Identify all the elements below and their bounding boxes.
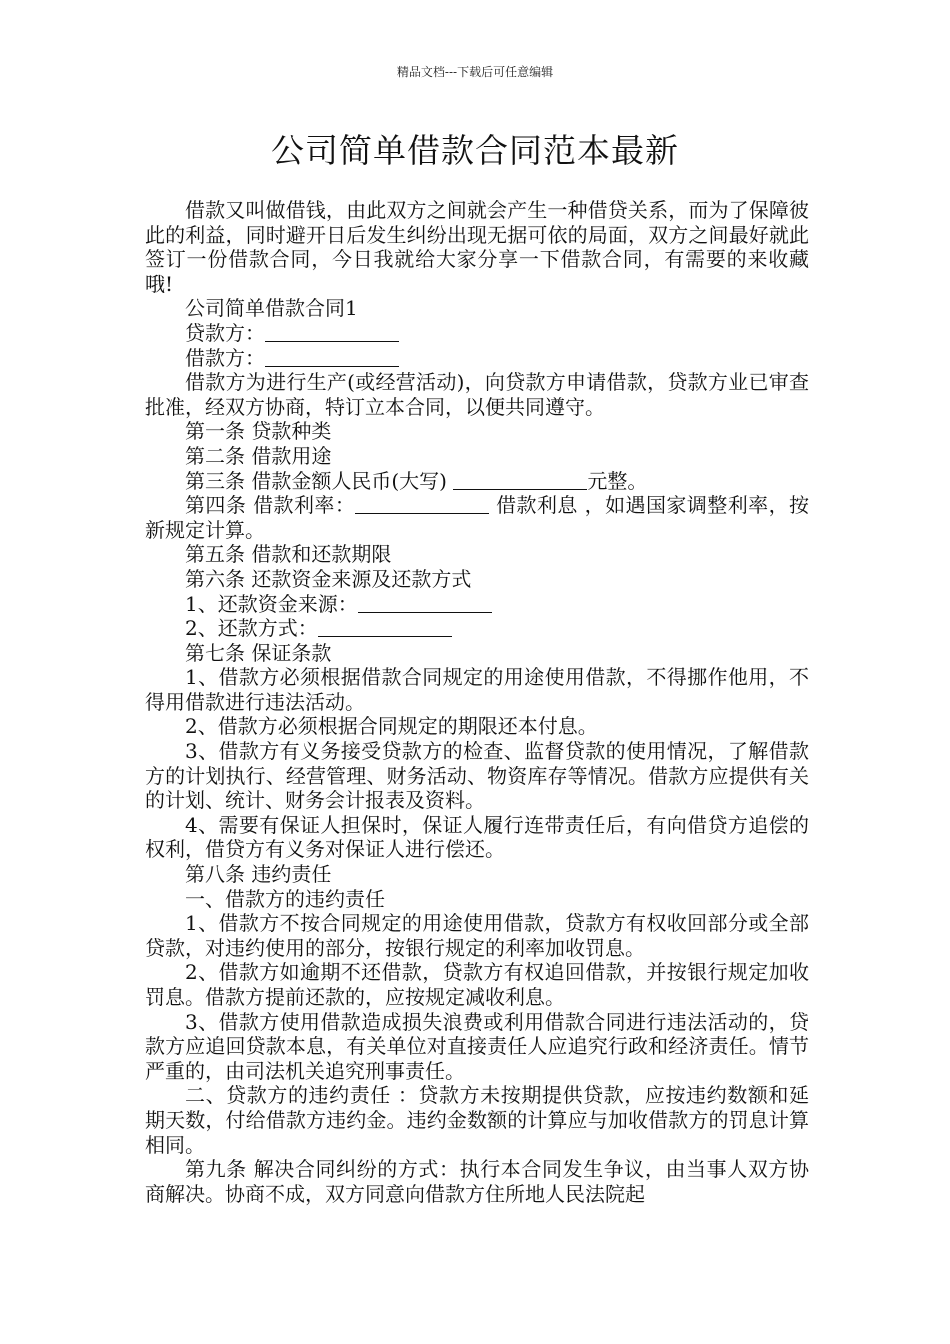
article-6-item-1 [145, 592, 809, 617]
article-6-item-2 [145, 616, 809, 641]
contract-heading: 公司简单借款合同1 [185, 296, 358, 321]
article-2: 第二条 借款用途 [185, 443, 332, 468]
article-1: 第一条 贷款种类 [185, 419, 332, 444]
lender-line [145, 321, 809, 346]
repayment-source-label: 1、还款资金来源： [185, 591, 358, 616]
lender-blank [265, 323, 399, 342]
amount-blank [453, 471, 587, 490]
article-7-item-2: 2、借款方必须根据合同规定的期限还本付息。 [185, 714, 598, 739]
article-7-item-3: 3、借款方有义务接受贷款方的检查、监督贷款的使用情况，了解借款方的计划执行、经营管理、财务活动、物资库存等情况。借款方应提供有关的计划、统计、财务会计报表及资料。 [145, 739, 809, 813]
article-3-suffix: 元整。 [587, 468, 648, 493]
borrower-blank [265, 348, 399, 367]
document-title: 公司简单借款合同范本最新 [271, 131, 679, 170]
intro-paragraph: 借款又叫做借钱，由此双方之间就会产生一种借贷关系，而为了保障彼此的利益，同时避开日后发生纠纷出现无据可依的局面，双方之间最好就此签订一份借款合同，今日我就给大家分享一下借款合同，有需要的来收藏哦! [145, 198, 809, 296]
article-5: 第五条 借款和还款期限 [185, 542, 392, 567]
article-3-prefix: 第三条 借款金额人民币(大写) [185, 468, 454, 493]
article-8: 第八条 违约责任 [185, 862, 332, 887]
document-body [145, 198, 809, 1206]
interest-rate-blank [355, 495, 489, 514]
repayment-method-blank [318, 618, 452, 637]
article-4-suffix: 借款利息 ，如遇国家调整利率，按新规定计算。 [145, 493, 810, 542]
article-8-a-item-2: 2、借款方如逾期不还借款，贷款方有权追回借款，并按银行规定加收罚息。借款方提前还款的，应按规定减收利息。 [145, 960, 809, 1009]
article-4 [145, 493, 809, 542]
article-8-section-a: 一、借款方的违约责任 [185, 886, 385, 911]
borrower-line [145, 346, 809, 371]
article-3 [145, 469, 809, 494]
repayment-source-blank [358, 594, 492, 613]
preamble-paragraph: 借款方为进行生产(或经营活动)，向贷款方申请借款，贷款方业已审查批准，经双方协商，特订立本合同，以便共同遵守。 [145, 370, 809, 419]
article-9: 第九条 解决合同纠纷的方式：执行本合同发生争议，由当事人双方协商解决。协商不成，双方同意向借款方住所地人民法院起 [145, 1157, 809, 1206]
repayment-method-label: 2、还款方式： [185, 616, 318, 641]
article-6: 第六条 还款资金来源及还款方式 [185, 566, 472, 591]
borrower-label: 借款方： [185, 345, 265, 370]
article-4-prefix: 第四条 借款利率： [185, 493, 356, 518]
page-header-note: 精品文档---下载后可任意编辑 [396, 65, 554, 79]
article-7-item-1: 1、借款方必须根据借款合同规定的用途使用借款，不得挪作他用，不得用借款进行违法活动。 [145, 665, 809, 714]
article-8-a-item-1: 1、借款方不按合同规定的用途使用借款，贷款方有权收回部分或全部贷款，对违约使用的部分，按银行规定的利率加收罚息。 [145, 911, 809, 960]
article-7: 第七条 保证条款 [185, 640, 332, 665]
article-7-item-4: 4、需要有保证人担保时，保证人履行连带责任后，有向借贷方追偿的权利，借贷方有义务对保证人进行偿还。 [145, 812, 809, 862]
article-8-section-b: 二、贷款方的违约责任 ：贷款方未按期提供贷款，应按违约数额和延期天数，付给借款方违约金。违约金数额的计算应与加收借款方的罚息计算相同。 [145, 1083, 809, 1157]
article-8-a-item-3: 3、借款方使用借款造成损失浪费或利用借款合同进行违法活动的，贷款方应追回贷款本息，有关单位对直接责任人应追究行政和经济责任。情节严重的，由司法机关追究刑事责任。 [145, 1009, 809, 1083]
lender-label: 贷款方： [185, 320, 265, 345]
